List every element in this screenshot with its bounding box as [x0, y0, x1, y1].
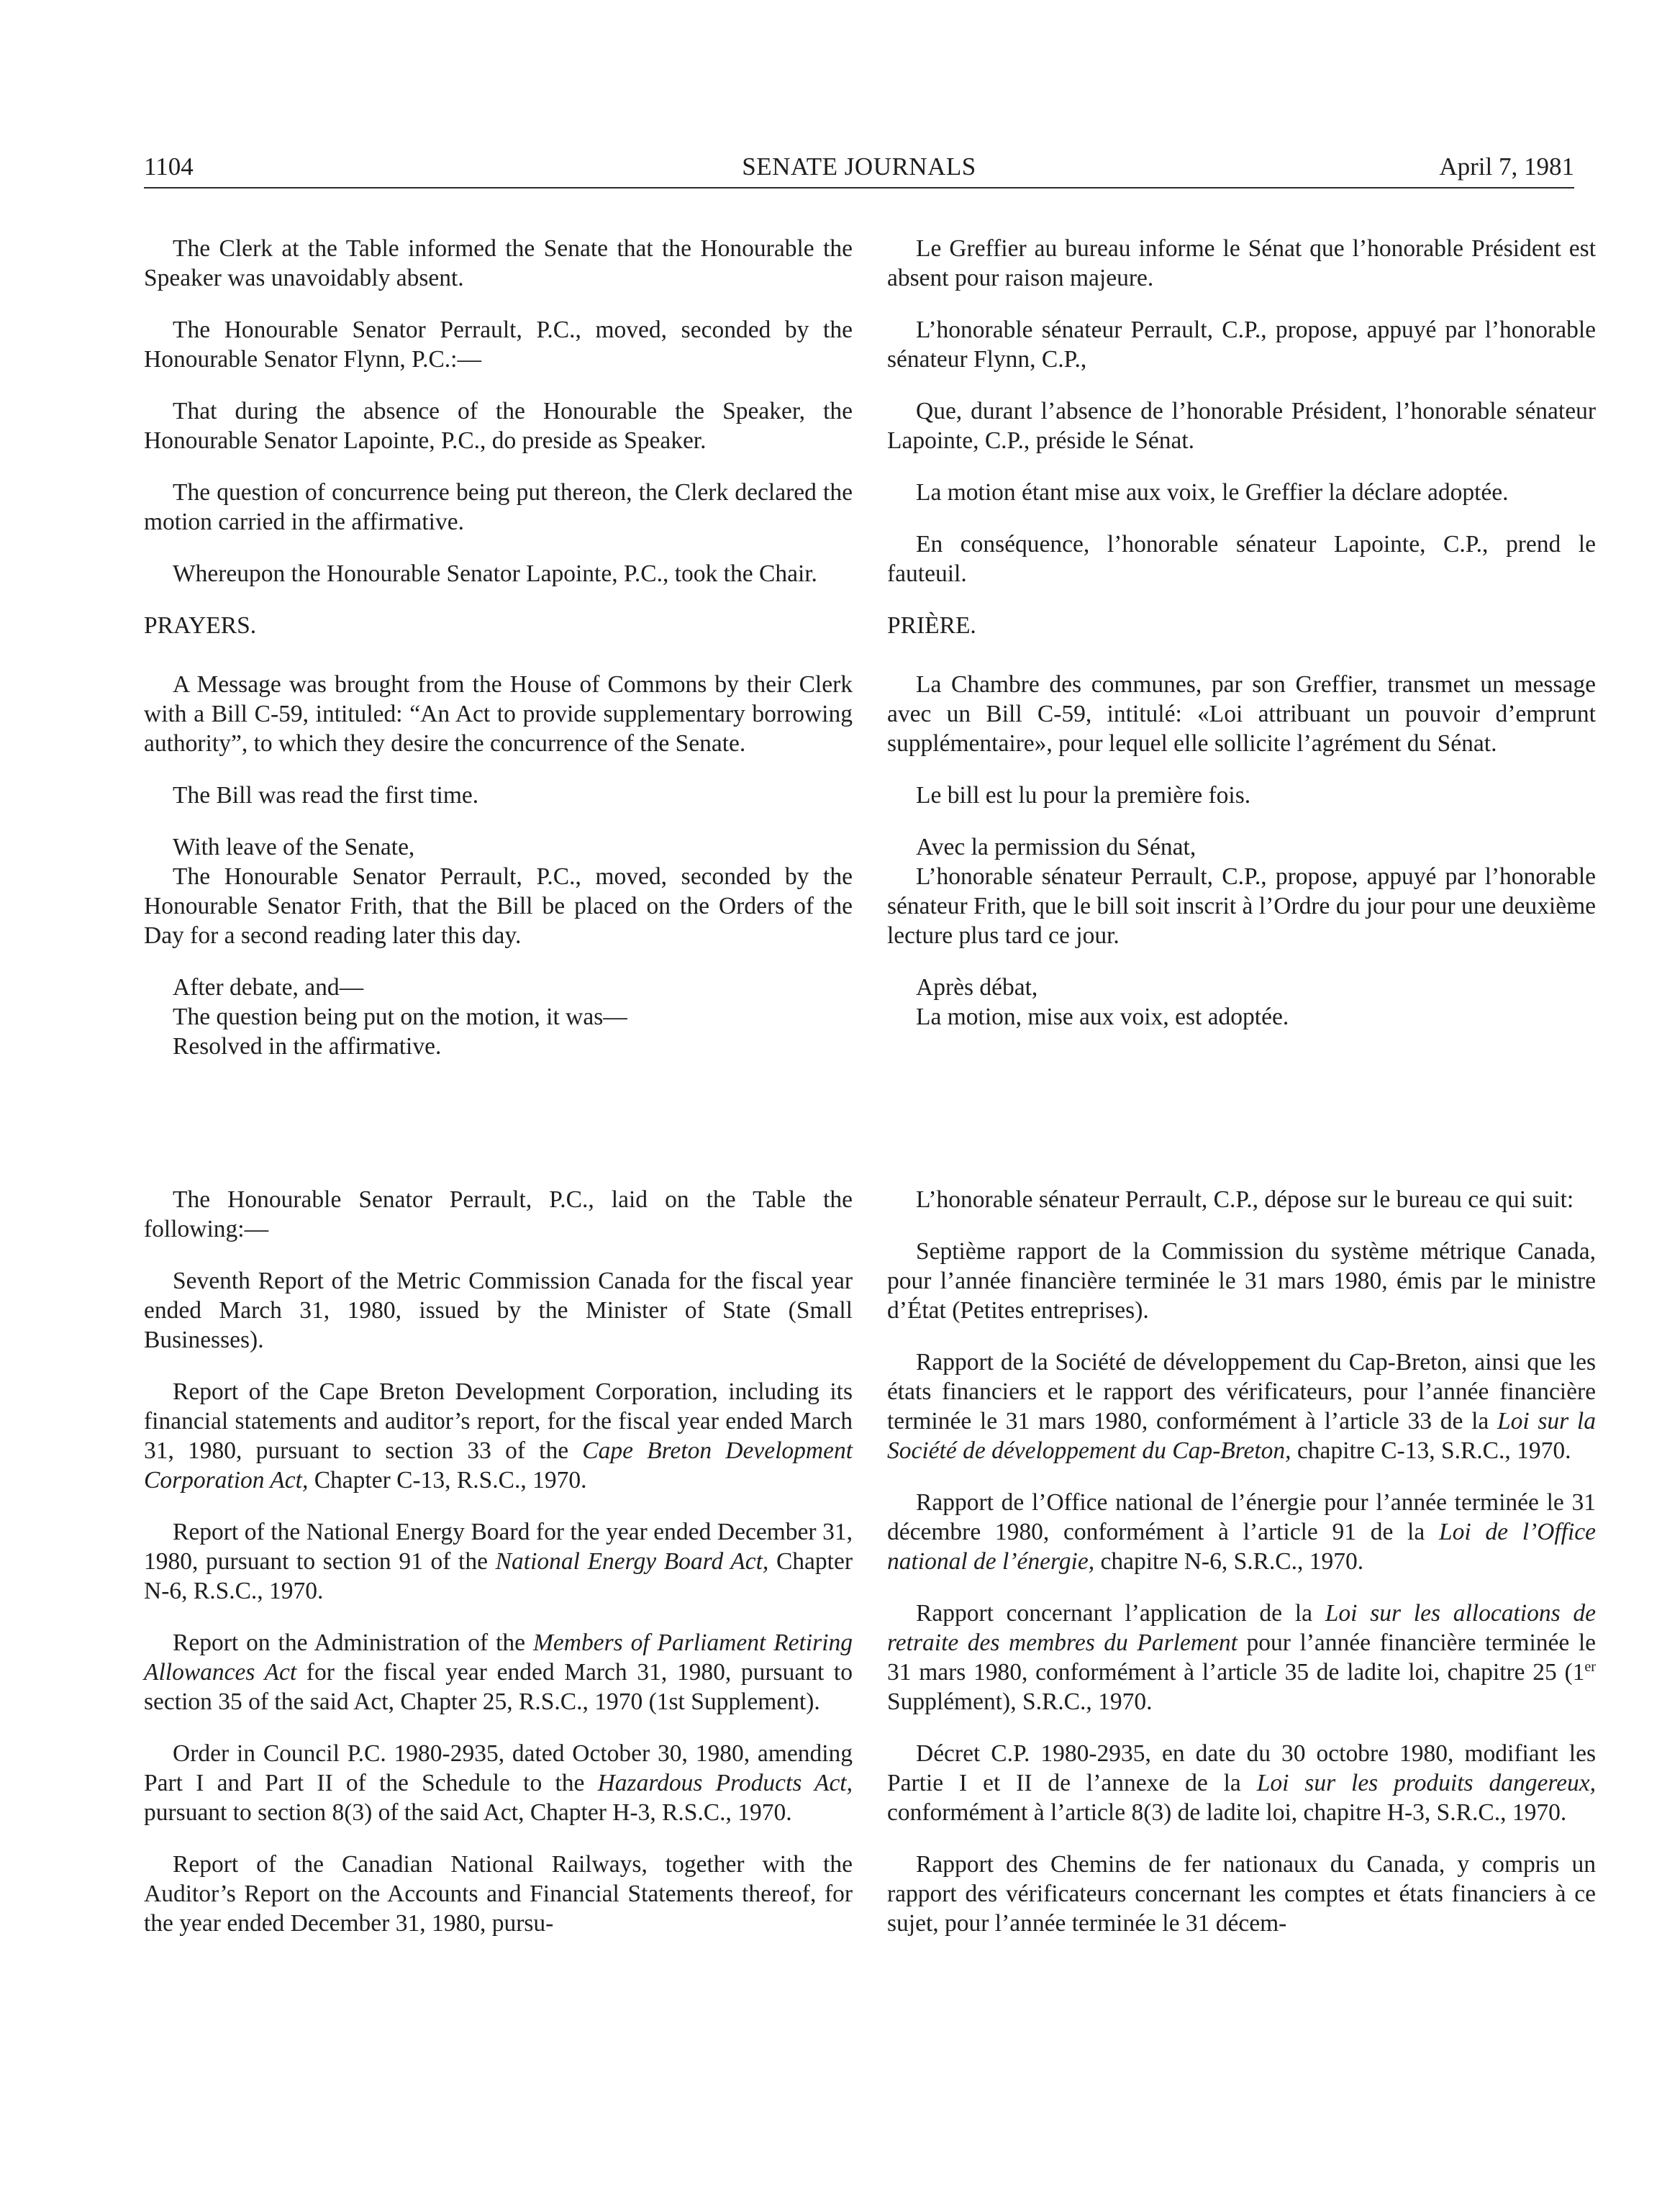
paragraph: The question of concurrence being put thereon, the Clerk declared the motion carried in the affirmative. — [144, 479, 853, 535]
paragraph: La Chambre des communes, par son Greffier, transmet un message avec un Bill C-59, intitulé: «Loi attribuant un pouvoir d’emprunt supplémentaire», pour lequel elle sollicite l’agrément du Sénat. — [887, 671, 1596, 757]
paragraph: Que, durant l’absence de l’honorable Président, l’honorable sénateur Lapointe, C.P., préside le Sénat. — [887, 398, 1596, 454]
text-run: Report of the National Energy Board for the year ended December 31, 1980, pursuant to section 91 of the — [144, 1519, 853, 1575]
french-column-bottom — [887, 1185, 1596, 1938]
paragraph-line: The question being put on the motion, it was— — [173, 1004, 627, 1030]
paragraph: Rapport des Chemins de fer nationaux du Canada, y compris un rapport des vérificateurs concernant les comptes et états financiers à ce sujet, pour l’année terminée le 31 décem- — [887, 1851, 1596, 1937]
text-run: chapitre N-6, S.R.C., 1970. — [1094, 1548, 1364, 1575]
paragraph: Le Greffier au bureau informe le Sénat que l’honorable Président est absent pour raison majeure. — [887, 235, 1596, 291]
paragraph: That during the absence of the Honourable the Speaker, the Honourable Senator Lapointe, P.C., do preside as Speaker. — [144, 398, 853, 454]
paragraph: Whereupon the Honourable Senator Lapointe, P.C., took the Chair. — [173, 560, 817, 587]
text-run: Chapter C-13, R.S.C., 1970. — [308, 1467, 587, 1494]
act-title: Cape Breton Development Corporation Act, — [144, 1437, 853, 1494]
act-title: National Energy Board Act, — [495, 1548, 769, 1575]
text-run: Rapport de la Société de développement du Cap-Breton, ainsi que les états financiers et le rapport des vérificateurs, pour l’année financière terminée le 31 mars 1980, conformément à l’article 33 de la — [887, 1349, 1596, 1435]
act-title: Hazardous Products Act, — [597, 1770, 853, 1796]
paragraph-line: With leave of the Senate, — [173, 834, 415, 860]
paragraph: En conséquence, l’honorable sénateur Lapointe, C.P., prend le fauteuil. — [887, 531, 1596, 587]
paragraph — [144, 1517, 853, 1606]
paragraph-line: L’honorable sénateur Perrault, C.P., propose, appuyé par l’honorable sénateur Frith, que le bill soit inscrit à l’Ordre du jour pour une deuxième lecture plus tard ce jour. — [887, 863, 1596, 949]
paragraph: The Clerk at the Table informed the Senate that the Honourable the Speaker was unavoidably absent. — [144, 235, 853, 291]
paragraph — [144, 1377, 853, 1495]
paragraph-line: Après débat, — [916, 974, 1038, 1001]
text-run: chapitre C-13, S.R.C., 1970. — [1291, 1437, 1571, 1464]
superscript: er — [1584, 1658, 1596, 1675]
paragraph — [144, 1739, 853, 1827]
running-title: SENATE JOURNALS — [742, 153, 976, 181]
paragraph: L’honorable sénateur Perrault, C.P., propose, appuyé par l’honorable sénateur Flynn, C.P., — [887, 317, 1596, 373]
text-run: pursuant to section 8(3) of the said Act, Chapter H-3, R.S.C., 1970. — [144, 1799, 792, 1826]
paragraph — [887, 1599, 1596, 1717]
paragraph — [887, 973, 1596, 1032]
english-column-bottom — [144, 1185, 853, 1938]
act-title: Loi sur la Société de développement du Cap-Breton, — [887, 1408, 1596, 1464]
page-header — [144, 148, 1574, 186]
paragraph — [887, 1488, 1596, 1576]
page-number: 1104 — [144, 153, 194, 181]
text-run: Order in Council P.C. 1980-2935, dated October 30, 1980, amending Part I and Part II of the Schedule to the — [144, 1740, 853, 1796]
text-run: Décret C.P. 1980-2935, en date du 30 octobre 1980, modifiant les Partie I et II de l’annexe de la — [887, 1740, 1596, 1796]
act-title: Loi sur les allocations de retraite des membres du Parlement — [887, 1600, 1597, 1656]
text-run: Report of the Cape Breton Development Corporation, including its financial statements and auditor’s report, for the fiscal year ended March 31, 1980, pursuant to section 33 of the — [144, 1378, 853, 1464]
paragraph: The Honourable Senator Perrault, P.C., moved, seconded by the Honourable Senator Flynn, P.C.:— — [144, 317, 853, 373]
paragraph-line: Resolved in the affirmative. — [173, 1033, 442, 1060]
text-run: Rapport concernant l’application de la — [916, 1600, 1325, 1627]
paragraph-line: The Honourable Senator Perrault, P.C., moved, seconded by the Honourable Senator Frith, that the Bill be placed on the Orders of the Day for a second reading later this day. — [144, 863, 853, 949]
section-heading: PRAYERS. — [144, 612, 257, 639]
paragraph — [144, 832, 853, 950]
paragraph: L’honorable sénateur Perrault, C.P., dépose sur le bureau ce qui suit: — [916, 1186, 1574, 1213]
french-column-top — [887, 234, 1596, 1032]
paragraph: A Message was brought from the House of Commons by their Clerk with a Bill C-59, intituled: “An Act to provide supplementary borrowing authority”, to which they desire the concurrence of the Senate. — [144, 671, 853, 757]
paragraph-line: Avec la permission du Sénat, — [916, 834, 1197, 860]
english-column-top — [144, 234, 853, 1061]
text-run: Supplément), S.R.C., 1970. — [887, 1688, 1153, 1715]
text-run: Report on the Administration of the — [173, 1629, 533, 1656]
paragraph — [144, 1628, 853, 1717]
header-rule — [144, 187, 1574, 188]
text-run: Chapter N-6, R.S.C., 1970. — [144, 1548, 853, 1604]
section-heading: PRIÈRE. — [887, 612, 976, 639]
paragraph: Le bill est lu pour la première fois. — [916, 782, 1251, 809]
paragraph: Septième rapport de la Commission du système métrique Canada, pour l’année financière terminée le 31 mars 1980, émis par le ministre d’État (Petites entreprises). — [887, 1238, 1596, 1324]
text-run: conformément à l’article 8(3) de ladite loi, chapitre H-3, S.R.C., 1970. — [887, 1799, 1567, 1826]
text-run: pour l’année financière terminée le 31 mars 1980, conformément à l’article 35 de ladite loi, chapitre 25 (1 — [887, 1629, 1596, 1686]
paragraph-line: La motion, mise aux voix, est adoptée. — [916, 1004, 1289, 1030]
text-run: for the fiscal year ended March 31, 1980, pursuant to section 35 of the said Act, Chapter 25, R.S.C., 1970 (1st Supplement). — [144, 1659, 853, 1715]
paragraph: The Honourable Senator Perrault, P.C., laid on the Table the following:— — [144, 1186, 853, 1242]
paragraph: La motion étant mise aux voix, le Greffier la déclare adoptée. — [916, 479, 1509, 506]
paragraph — [887, 1347, 1596, 1465]
text-run: Rapport de l’Office national de l’énergie pour l’année terminée le 31 décembre 1980, conformément à l’article 91 de la — [887, 1489, 1596, 1545]
paragraph: The Bill was read the first time. — [173, 782, 479, 809]
act-title: Loi sur les produits dangereux, — [1256, 1770, 1596, 1796]
paragraph-line: After debate, and— — [173, 974, 364, 1001]
paragraph: Report of the Canadian National Railways, together with the Auditor’s Report on the Accounts and Financial Statements thereof, for the year ended December 31, 1980, pursu- — [144, 1851, 853, 1937]
paragraph — [887, 832, 1596, 950]
page-date: April 7, 1981 — [1439, 153, 1574, 181]
act-title: Loi de l’Office national de l’énergie, — [887, 1519, 1597, 1575]
paragraph: Seventh Report of the Metric Commission Canada for the fiscal year ended March 31, 1980, issued by the Minister of State (Small Businesses). — [144, 1268, 853, 1353]
act-title: Members of Parliament Retiring Allowances Act — [144, 1629, 853, 1686]
paragraph — [144, 973, 853, 1061]
paragraph — [887, 1739, 1596, 1827]
